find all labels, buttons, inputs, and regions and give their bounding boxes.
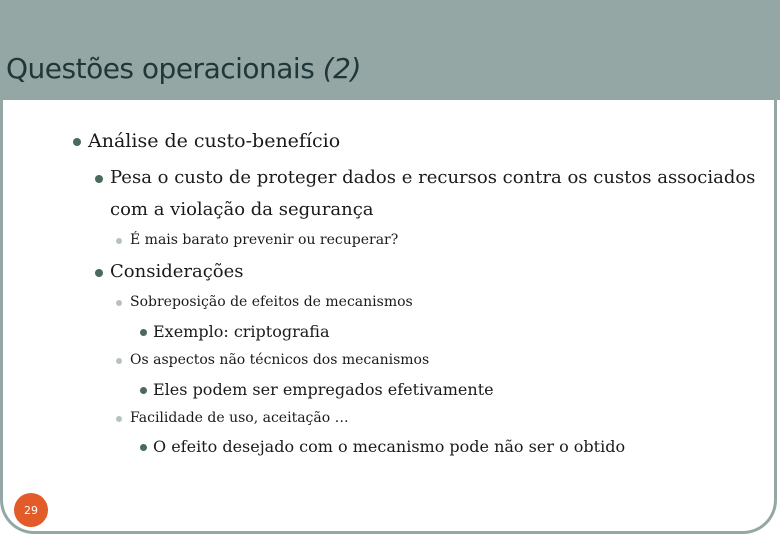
bullet-pesa-line1: Pesa o custo de proteger dados e recursos contra os custos associados — [110, 167, 756, 188]
bullet-exemplo: Exemplo: criptografia — [153, 322, 330, 341]
slide-title-suffix: (2) — [322, 52, 361, 85]
bullet-icon — [140, 387, 147, 394]
bullet-consideracoes: Considerações — [110, 261, 244, 282]
bullet-aspectos: Os aspectos não técnicos dos mecanismos — [130, 352, 430, 368]
slide-title — [6, 52, 361, 85]
page-number: 29 — [24, 503, 38, 517]
bullet-pesa-line2: com a violação da segurança — [110, 199, 374, 220]
bullet-icon — [140, 444, 147, 451]
bullet-icon — [116, 416, 122, 422]
bullet-eles-podem: Eles podem ser empregados efetivamente — [153, 380, 494, 399]
bullet-sobreposicao: Sobreposição de efeitos de mecanismos — [130, 294, 413, 310]
bullet-icon — [116, 358, 122, 364]
bullet-icon — [95, 269, 103, 277]
bullet-icon — [73, 138, 81, 146]
page-number-badge — [14, 493, 48, 527]
title-bar — [0, 0, 780, 100]
bullet-mais-barato: É mais barato prevenir ou recuperar? — [130, 232, 399, 248]
bullet-icon — [95, 175, 103, 183]
slide-frame — [0, 100, 777, 534]
bullet-efeito: O efeito desejado com o mecanismo pode não ser o obtido — [153, 437, 626, 456]
slide-title-main: Questões operacionais — [6, 52, 315, 85]
bullet-facilidade: Facilidade de uso, aceitação … — [130, 410, 349, 426]
bullet-icon — [116, 238, 122, 244]
bullet-icon — [140, 329, 147, 336]
bullet-analise: Análise de custo-benefício — [88, 130, 341, 152]
bullet-icon — [116, 300, 122, 306]
